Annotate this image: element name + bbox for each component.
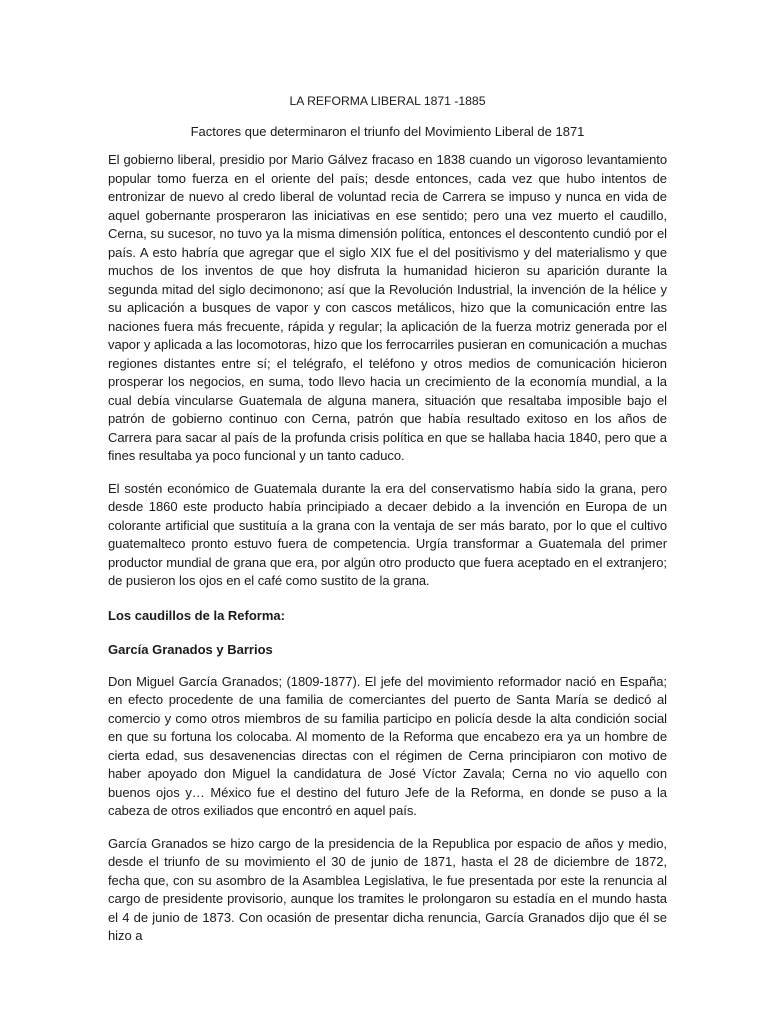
paragraph-sosten-economico: El sostén económico de Guatemala durante la era del conservatismo había sido la grana, pero desde 1860 este producto había principiado a decaer debido a la invención en Europa de un colorante artificial que sustituía a la grana con la ventaja de ser más barato, por lo que el cultivo guatemalteco pronto estuvo fuera de competencia. Urgía transformar a Guatemala del primer productor mundial de grana que era, por algún otro producto que fuera aceptado en el extranjero; de pusieron los ojos en el café como sustito de la grana. <box>108 480 667 588</box>
section-heading-caudillos: Los caudillos de la Reforma: <box>108 607 285 623</box>
document-title: LA REFORMA LIBERAL 1871 -1885 <box>289 94 486 108</box>
section-heading-garcia-granados: García Granados y Barrios <box>108 641 273 657</box>
document-subtitle: Factores que determinaron el triunfo del Movimiento Liberal de 1871 <box>190 124 585 139</box>
paragraph-gobierno-liberal: El gobierno liberal, presidio por Mario Gálvez fracaso en 1838 cuando un vigoroso levantamiento popular tomo fuerza en el oriente del país; desde entonces, cada vez que hubo intentos de entronizar de nuevo al credo liberal de voluntad recia de Carrera se impuso y nunca en vida de aquel gobernante prosperaron las iniciativas en ese sentido; pero una vez muerto el caudillo, Cerna, su sucesor, no tuvo ya la misma dimensión política, entonces el descontento cundió por el país. A esto habría que agregar que el siglo XIX fue el del positivismo y del materialismo y que muchos de los inventos de que hoy disfruta la humanidad hicieron su aparición durante la segunda mitad del siglo decimonono; así que la Revolución Industrial, la invención de la hélice y su aplicación a busques de vapor y con cascos metálicos, hizo que la comunicación entre las naciones fuera más frecuente, rápida y regular; la aplicación de la fuerza motriz generada por el vapor y aplicada a las locomotoras, hizo que los ferrocarriles pusieran en comunicación a muchas regiones distantes entre sí; el telégrafo, el teléfono y otros medios de comunicación hicieron prosperar los negocios, en suma, todo llevo hacia un crecimiento de la economía mundial, a la cual debía vincularse Guatemala de alguna manera, situación que resaltaba imposible bajo el patrón de gobierno continuo con Cerna, patrón que había resultado exitoso en los años de Carrera para sacar al país de la profunda crisis política en que se hallaba hacia 1840, pero que a fines resultaba ya poco funcional y un tanto caduco. <box>108 152 667 463</box>
paragraph-presidencia: García Granados se hizo cargo de la presidencia de la Republica por espacio de años y medio, desde el triunfo de su movimiento el 30 de junio de 1871, hasta el 28 de diciembre de 1872, fecha que, con su asombro de la Asamblea Legislativa, le fue presentada por este la renuncia al cargo de presidente provisorio, aunque los tramites le prolongaron su estadía en el mundo hasta el 4 de junio de 1873. Con ocasión de presentar dicha renuncia, García Granados dijo que él se hizo a <box>108 835 667 943</box>
paragraph-miguel-garcia-granados: Don Miguel García Granados; (1809-1877). El jefe del movimiento reformador nació en España; en efecto procedente de una familia de comerciantes del puerto de Santa María se dedicó al comercio y como otros miembros de su familia participo en policía desde la alta condición social en que su fortuna los colocaba. Al momento de la Reforma que encabezo era ya un hombre de cierta edad, sus desavenencias directas con el régimen de Cerna principiaron con motivo de haber apoyado don Miguel la candidatura de José Víctor Zavala; Cerna no vio aquello con buenos ojos y… México fue el destino del futuro Jefe de la Reforma, en donde se puso a la cabeza de otros exiliados que encontró en aquel país. <box>108 673 667 818</box>
